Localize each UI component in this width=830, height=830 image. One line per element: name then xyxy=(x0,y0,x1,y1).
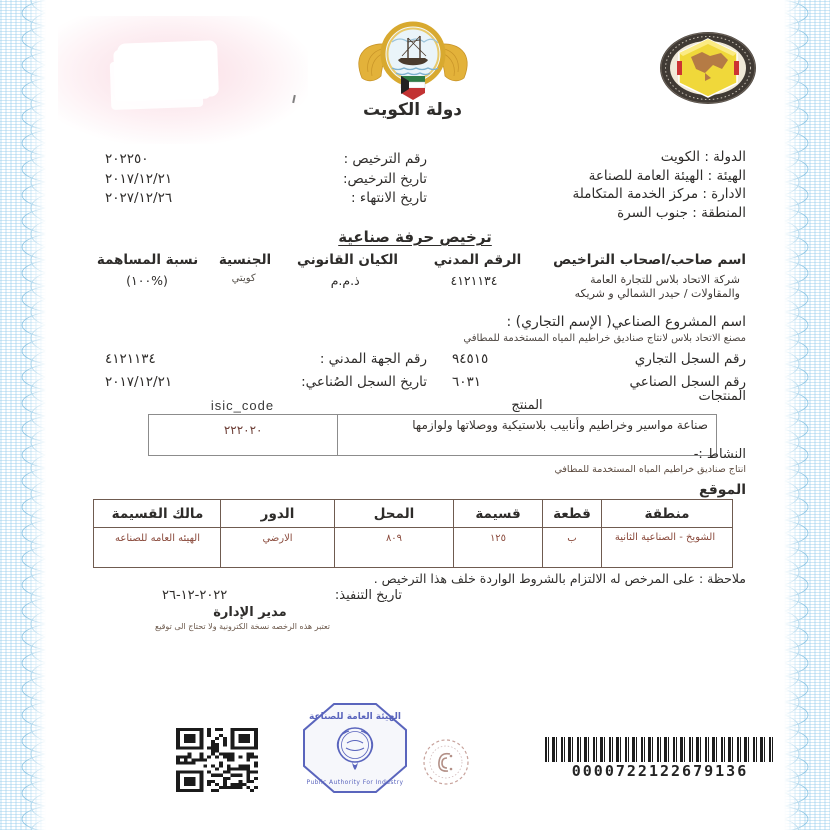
owners-header-nationality: الجنسية xyxy=(218,252,272,268)
civil-entity-number: ٤١٢١١٣٤ xyxy=(105,351,156,367)
electronic-copy-disclaimer: تعتبر هذه الرخصه نسخة الكترونية ولا تحتاج الى توقيع xyxy=(154,622,330,631)
commercial-registry-label: رقم السجل التجاري xyxy=(634,351,746,367)
location-header-block: قطعة xyxy=(542,500,601,527)
faded-stamp-remnant xyxy=(58,16,308,144)
owner-name: شركة الاتحاد بلاس للتجارة العامة والمقاولات / حيدر الشمالي و شريكه xyxy=(574,273,740,300)
project-name-label: اسم المشروع الصناعي( الإسم التجاري) : xyxy=(506,314,746,330)
industrial-registry-date-label: تاريخ السجل الصُناعي: xyxy=(301,374,427,390)
location-header-plot: قسيمة xyxy=(453,500,542,527)
civil-entity-label: رقم الجهة المدني : xyxy=(319,351,427,367)
products-section-label: المنتجات xyxy=(698,389,746,404)
products-table xyxy=(148,398,717,456)
isic-code-value: ٢٢٢٠٢٠ xyxy=(223,423,263,437)
expiry-date-value: ٢٠٢٧/١٢/٢٦ xyxy=(105,190,173,206)
location-area-value: الشويخ - الصناعية الثانية xyxy=(601,528,732,567)
stamp-arabic-text: الهيئة العامة للصناعة xyxy=(308,712,402,722)
products-data-row xyxy=(148,414,717,456)
location-floor-value: الارضي xyxy=(220,528,334,567)
products-header-row xyxy=(148,398,717,414)
isic-code-column-header: isic_code xyxy=(210,398,275,413)
registry-right-column xyxy=(430,348,746,394)
license-number-value: ٢٠٢٢٥٠ xyxy=(105,151,149,167)
product-description: صناعة مواسير وخراطيم وأنابيب بلاستيكية ووصلاتها ولوازمها xyxy=(337,415,716,455)
location-plot-owner-value: الهيئه العامه للصناعه xyxy=(114,533,201,544)
commercial-registry-number: ٩٤٥١٥ xyxy=(452,351,489,367)
license-number-label: رقم الترخيص : xyxy=(343,151,427,167)
owner-legal-entity: ذ.م.م xyxy=(330,273,360,288)
authority-line: الهيئة : الهيئة العامة للصناعة xyxy=(588,167,746,184)
product-column-header: المنتج xyxy=(511,398,543,413)
location-header-shop: المحل xyxy=(334,500,453,527)
note-line: ملاحظة : على المرخص له الالتزام بالشروط الواردة خلف هذا الترخيص . xyxy=(373,571,746,586)
location-section-label: الموقع xyxy=(699,482,746,498)
authority-info-block xyxy=(460,148,746,222)
location-shop-value: ٨٠٩ xyxy=(334,528,453,567)
owner-civil-id: ٤١٢١١٣٤ xyxy=(450,273,498,288)
license-date-label: تاريخ الترخيص: xyxy=(342,170,427,187)
small-round-stamp-icon xyxy=(420,736,472,792)
owners-header-share: نسبة المساهمة xyxy=(96,252,199,268)
industrial-registry-label: رقم السجل الصناعي xyxy=(629,374,746,390)
qr-code xyxy=(176,728,258,796)
owner-share: (١٠٠%) xyxy=(126,273,168,288)
document-title: ترخيص حرفة صناعية xyxy=(338,228,492,246)
location-data-row xyxy=(94,528,732,567)
location-header-plot-owner: مالك القسيمة xyxy=(111,505,204,522)
location-table xyxy=(93,499,733,568)
location-plot-value: ١٢٥ xyxy=(453,528,542,567)
barcode-number: 0000722122679136 xyxy=(571,762,749,780)
guilloche-border-right xyxy=(784,0,830,830)
license-date-value: ٢٠١٧/١٢/٢١ xyxy=(105,170,173,187)
country-line: الدولة : الكويت xyxy=(660,149,746,165)
industrial-registry-date: ٢٠١٧/١٢/٢١ xyxy=(105,374,173,390)
activity-section-label: النشاط :- xyxy=(693,447,746,462)
signatory-title: مدير الإدارة xyxy=(213,605,287,620)
location-header-floor: الدور xyxy=(220,500,334,527)
activity-text: انتاج صناديق خراطيم المياه المستخدمة للمطافي xyxy=(554,464,746,475)
location-header-row xyxy=(94,500,732,528)
execution-date-row xyxy=(162,588,402,603)
area-line: المنطقة : جنوب السرة xyxy=(617,204,746,221)
gcc-logo-icon xyxy=(653,26,763,110)
project-name-value: مصنع الاتحاد بلاس لانتاج صناديق خراطيم المياه المستخدمة للمطافي xyxy=(463,333,746,344)
expiry-date-label: تاريخ الانتهاء : xyxy=(351,190,427,206)
guilloche-border-left xyxy=(0,0,46,830)
registry-left-column xyxy=(105,348,427,394)
owners-header-civil-id: الرقم المدني xyxy=(433,252,522,268)
owners-header-legal-entity: الكيان القانوني xyxy=(296,252,399,268)
owners-data-row xyxy=(95,273,746,301)
location-header-area: منطقة xyxy=(601,500,732,527)
license-info-block xyxy=(105,150,427,209)
industrial-registry-number: ٦٠٣١ xyxy=(452,374,482,390)
owners-header-name: اسم صاحب/اصحاب التراخيص xyxy=(553,252,746,268)
kuwait-emblem-icon xyxy=(346,20,480,100)
execution-date-value: ٢٠٢٢-١٢-٢٦ xyxy=(162,588,228,603)
execution-date-label: تاريخ التنفيذ: xyxy=(334,588,402,603)
owner-nationality: كويتي xyxy=(231,273,256,284)
owners-table xyxy=(95,252,746,301)
stamp-english-text: Public Authority For Industry xyxy=(306,779,404,786)
administration-line: الادارة : مركز الخدمة المتكاملة xyxy=(572,186,746,202)
country-title: دولة الكويت xyxy=(362,100,463,120)
authority-stamp xyxy=(294,697,416,803)
barcode xyxy=(545,737,775,762)
owners-header-row xyxy=(95,252,746,268)
location-block-value: ب xyxy=(542,528,601,567)
